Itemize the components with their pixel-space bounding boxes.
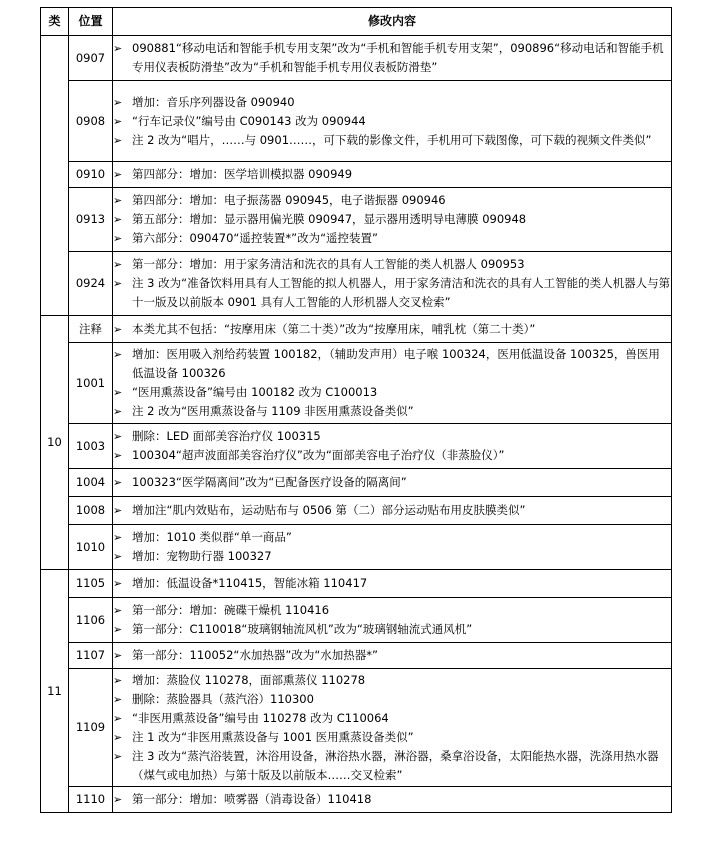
- position-cell: 1109: [69, 669, 113, 787]
- revision-table: [40, 7, 672, 813]
- list-item: ➢ 第四部分：增加：电子振荡器 090945，电子谐振器 090946: [113, 191, 671, 210]
- content-cell: [113, 316, 672, 343]
- list-item: ➢ 100304“超声波面部美容治疗仪”改为“面部美容电子治疗仪（非蒸脸仪）”: [113, 446, 671, 465]
- list-item: ➢ 删除：蒸脸器具（蒸汽浴）110300: [113, 690, 671, 709]
- list-item: ➢ “医用熏蒸设备”编号由 100182 改为 C100013: [113, 383, 671, 402]
- position-cell: 0913: [69, 188, 113, 252]
- position-cell: 1003: [69, 424, 113, 469]
- list-item: ➢ 增加注“肌内效贴布，运动贴布与 0506 第（二）部分运动贴布用皮肤膜类似”: [113, 501, 671, 520]
- content-cell: [113, 469, 672, 497]
- list-item: ➢ “行车记录仪”编号由 C090143 改为 090944: [113, 112, 671, 131]
- list-item: ➢ 增加：医用吸入剂给药装置 100182，（辅助发声用）电子喉 100324，医用低温设备 100325，兽医用低温设备 100326: [113, 345, 671, 383]
- item-list: [113, 255, 671, 312]
- table-row: [41, 343, 672, 424]
- header-position: 位置: [69, 8, 113, 36]
- content-cell: [113, 643, 672, 669]
- content-cell: [113, 343, 672, 424]
- item-list: [113, 191, 671, 248]
- content-cell: [113, 81, 672, 162]
- position-cell: 0907: [69, 36, 113, 81]
- position-cell: 1107: [69, 643, 113, 669]
- position-cell: 1105: [69, 570, 113, 598]
- list-item: ➢ 第一部分：增加：碗碟干燥机 110416: [113, 601, 671, 620]
- table-row: [41, 36, 672, 81]
- table-row: [41, 643, 672, 669]
- item-list: [113, 501, 671, 520]
- list-item: ➢ 注 1 改为“非医用熏蒸设备与 1001 医用熏蒸设备类似”: [113, 728, 671, 747]
- list-item: ➢ 第一部分：110052“水加热器”改为“水加热器*”: [113, 646, 671, 665]
- category-cell: 11: [41, 570, 69, 813]
- position-cell: 1106: [69, 598, 113, 643]
- list-item: ➢ 100323“医学隔离间”改为“已配备医疗设备的隔离间”: [113, 473, 671, 492]
- table-row: [41, 669, 672, 787]
- list-item: ➢ 增加：1010 类似群“单一商品”: [113, 528, 671, 547]
- list-item: ➢ 增加：低温设备*110415，智能冰箱 110417: [113, 574, 671, 593]
- list-item: ➢ 第五部分：增加：显示器用偏光膜 090947，显示器用透明导电薄膜 090948: [113, 210, 671, 229]
- table-row: [41, 787, 672, 813]
- item-list: [113, 93, 671, 150]
- table-row: [41, 469, 672, 497]
- position-cell: 0910: [69, 162, 113, 188]
- list-item: ➢ 删除：LED 面部美容治疗仪 100315: [113, 427, 671, 446]
- position-cell: 0908: [69, 81, 113, 162]
- table-row: [41, 162, 672, 188]
- table-row: [41, 252, 672, 316]
- item-list: [113, 165, 671, 184]
- list-item: ➢ 注 3 改为“蒸汽浴装置，沐浴用设备，淋浴热水器，淋浴器，桑拿浴设备，太阳能热水器，洗涤用热水器（煤气或电加热）与第十版及以前版本……交叉检索”: [113, 747, 671, 785]
- table-row: [41, 188, 672, 252]
- list-item: ➢ 090881“移动电话和智能手机专用支架”改为“手机和智能手机专用支架”，090896“移动电话和智能手机专用仪表板防滑垫”改为“手机和智能手机专用仪表板防滑垫”: [113, 39, 671, 77]
- position-cell: 1110: [69, 787, 113, 813]
- list-item: ➢ 第六部分：090470“遥控装置*”改为“遥控装置”: [113, 229, 671, 248]
- list-item: ➢ 第一部分：C110018“玻璃钢轴流风机”改为“玻璃钢轴流式通风机”: [113, 620, 671, 639]
- content-cell: [113, 525, 672, 570]
- header-category: 类: [41, 8, 69, 36]
- list-item: ➢ 注 3 改为“准备饮料用具有人工智能的拟人机器人，用于家务清洁和洗衣的具有人工智能的类人机器人与第十一版及以前版本 0901 具有人工智能的人形机器人交叉检索”: [113, 274, 671, 312]
- content-cell: [113, 669, 672, 787]
- item-list: [113, 528, 671, 566]
- list-item: ➢ 增加：宠物助行器 100327: [113, 547, 671, 566]
- content-cell: [113, 162, 672, 188]
- item-list: [113, 790, 671, 809]
- item-list: [113, 320, 671, 339]
- position-cell: 1004: [69, 469, 113, 497]
- item-list: [113, 39, 671, 77]
- list-item: ➢ “非医用熏蒸设备”编号由 110278 改为 C110064: [113, 709, 671, 728]
- item-list: [113, 345, 671, 421]
- content-cell: [113, 252, 672, 316]
- header-content: 修改内容: [113, 8, 672, 36]
- item-list: [113, 427, 671, 465]
- content-cell: [113, 787, 672, 813]
- list-item: ➢ 本类尤其不包括：“按摩用床（第二十类）”改为“按摩用床，哺乳枕（第二十类）”: [113, 320, 671, 339]
- list-item: ➢ 第四部分：增加：医学培训模拟器 090949: [113, 165, 671, 184]
- item-list: [113, 574, 671, 593]
- category-cell: 10: [41, 316, 69, 570]
- table-row: [41, 525, 672, 570]
- list-item: ➢ 第一部分：增加：用于家务清洁和洗衣的具有人工智能的类人机器人 090953: [113, 255, 671, 274]
- list-item: ➢ 第一部分：增加：喷雾器（消毒设备）110418: [113, 790, 671, 809]
- list-item: ➢ 注 2 改为“医用熏蒸设备与 1109 非医用熏蒸设备类似”: [113, 402, 671, 421]
- item-list: [113, 646, 671, 665]
- header-row: [41, 8, 672, 36]
- position-cell: 1010: [69, 525, 113, 570]
- position-cell: 1001: [69, 343, 113, 424]
- list-item: ➢ 注 2 改为“唱片，……与 0901……，可下载的影像文件，手机用可下载图像，可下载的视频文件类似”: [113, 131, 671, 150]
- content-cell: [113, 188, 672, 252]
- content-cell: [113, 598, 672, 643]
- item-list: [113, 473, 671, 492]
- table-row: [41, 497, 672, 525]
- item-list: [113, 671, 671, 785]
- position-cell: 1008: [69, 497, 113, 525]
- table-row: [41, 81, 672, 162]
- table-body: [41, 36, 672, 813]
- table-row: [41, 424, 672, 469]
- table-row: [41, 570, 672, 598]
- table-row: [41, 598, 672, 643]
- category-cell: [41, 36, 69, 316]
- item-list: [113, 601, 671, 639]
- content-cell: [113, 424, 672, 469]
- list-item: ➢ 增加：音乐序列器设备 090940: [113, 93, 671, 112]
- position-cell: 0924: [69, 252, 113, 316]
- table-row: [41, 316, 672, 343]
- content-cell: [113, 570, 672, 598]
- position-cell: 注释: [69, 316, 113, 343]
- content-cell: [113, 497, 672, 525]
- list-item: ➢ 增加：蒸脸仪 110278，面部熏蒸仪 110278: [113, 671, 671, 690]
- content-cell: [113, 36, 672, 81]
